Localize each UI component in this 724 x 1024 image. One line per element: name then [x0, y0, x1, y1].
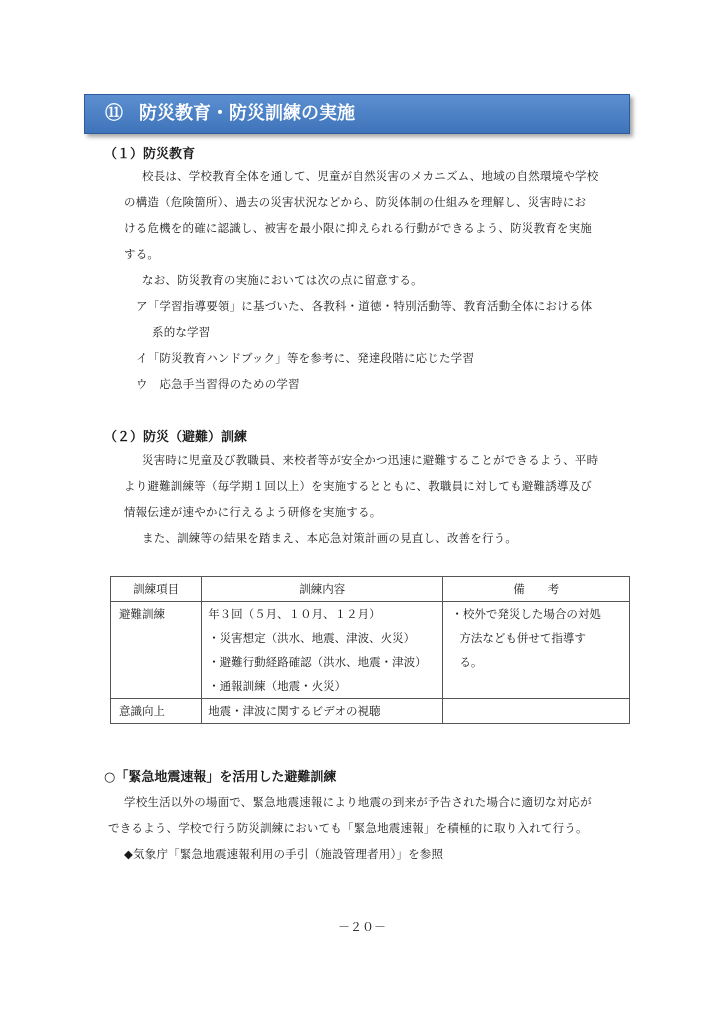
training-note-line: 方法なども併せて指導す: [459, 631, 586, 645]
section2-para-line: 情報伝達が速やかに行えるよう研修を実施する。: [124, 505, 382, 519]
section-title-banner: [84, 94, 630, 134]
table-header-cell: 訓練内容: [202, 577, 443, 602]
section2-para2: また、訓練等の結果を踏まえ、本応急対策計画の見直し、改善を行う。: [142, 531, 518, 545]
training-content-line: ・災害想定（洪水、地震、津波、火災）: [208, 631, 416, 645]
table-cell-notes: [443, 602, 630, 699]
section1-item: ア「学習指導要領」に基づいた、各教科・道徳・特別活動等、教育活動全体における体: [136, 299, 593, 313]
table-cell-contents: [202, 699, 443, 724]
table-cell-item: [111, 602, 202, 699]
section2-para-line: 災害時に児童及び教職員、来校者等が安全かつ迅速に避難することができるよう、平時: [142, 453, 599, 467]
section-title: 防災教育・防災訓練の実施: [139, 103, 355, 124]
table-row: [111, 602, 630, 699]
section1-note: なお、防災教育の実施においては次の点に留意する。: [142, 273, 423, 287]
training-content-line: ・避難行動経路確認（洪水、地震・津波）: [208, 655, 427, 669]
table-cell-item: [111, 699, 202, 724]
table-header-cell: 備 考: [443, 577, 630, 602]
section3-heading: ○「緊急地震速報」を活用した避難訓練: [104, 770, 337, 785]
training-table: [110, 576, 630, 724]
training-note-line: ・校外で発災した場合の対処: [451, 607, 601, 621]
section-number: ⑪: [105, 103, 123, 124]
section3-line: できるよう、学校で行う防災訓練においても「緊急地震速報」を積極的に取り入れて行う。: [108, 821, 588, 835]
section1-para-line: ける危機を的確に認識し、被害を最小限に抑えられる行動ができるよう、防災教育を実施: [124, 221, 592, 235]
training-content-line: 地震・津波に関するビデオの視聴: [208, 704, 381, 718]
table-cell-contents: [202, 602, 443, 699]
training-note-line: る。: [459, 655, 483, 669]
section3-line: 学校生活以外の場面で、緊急地震速報により地震の到来が予告された場合に適切な対応が: [124, 795, 592, 809]
training-item: 避難訓練: [119, 607, 165, 621]
section1-para-line: する。: [124, 247, 160, 261]
section1-para-line: 校長は、学校教育全体を通して、児童が自然災害のメカニズム、地域の自然環境や学校: [142, 169, 599, 183]
section2-para-line: より避難訓練等（毎学期１回以上）を実施するとともに、教職員に対しても避難誘導及び: [124, 479, 592, 493]
section1-item: 系的な学習: [152, 325, 211, 339]
table-row: [111, 699, 630, 724]
section3-reference: ◆気象庁「緊急地震速報利用の手引（施設管理者用）」を参照: [124, 847, 444, 861]
training-content-line: ・通報訓練（地震・火災）: [208, 679, 347, 693]
page-number: －２０－: [337, 920, 386, 934]
training-note-line: [451, 699, 629, 723]
section1-item: ウ 応急手当習得のための学習: [136, 377, 300, 391]
training-content-line: 年３回（５月、１０月、１２月）: [208, 607, 381, 621]
table-cell-notes: [443, 699, 630, 724]
table-header-cell: 訓練項目: [111, 577, 202, 602]
section1-para-line: の構造（危険箇所）、過去の災害状況などから、防災体制の仕組みを理解し、災害時にお: [124, 195, 587, 209]
section1-item: イ「防災教育ハンドブック」等を参考に、発達段階に応じた学習: [136, 351, 475, 365]
training-item: 意識向上: [119, 704, 165, 718]
section1-heading: （１）防災教育: [104, 147, 196, 162]
section2-heading: （２）防災（避難）訓練: [104, 430, 248, 445]
table-header-row: [111, 577, 630, 602]
